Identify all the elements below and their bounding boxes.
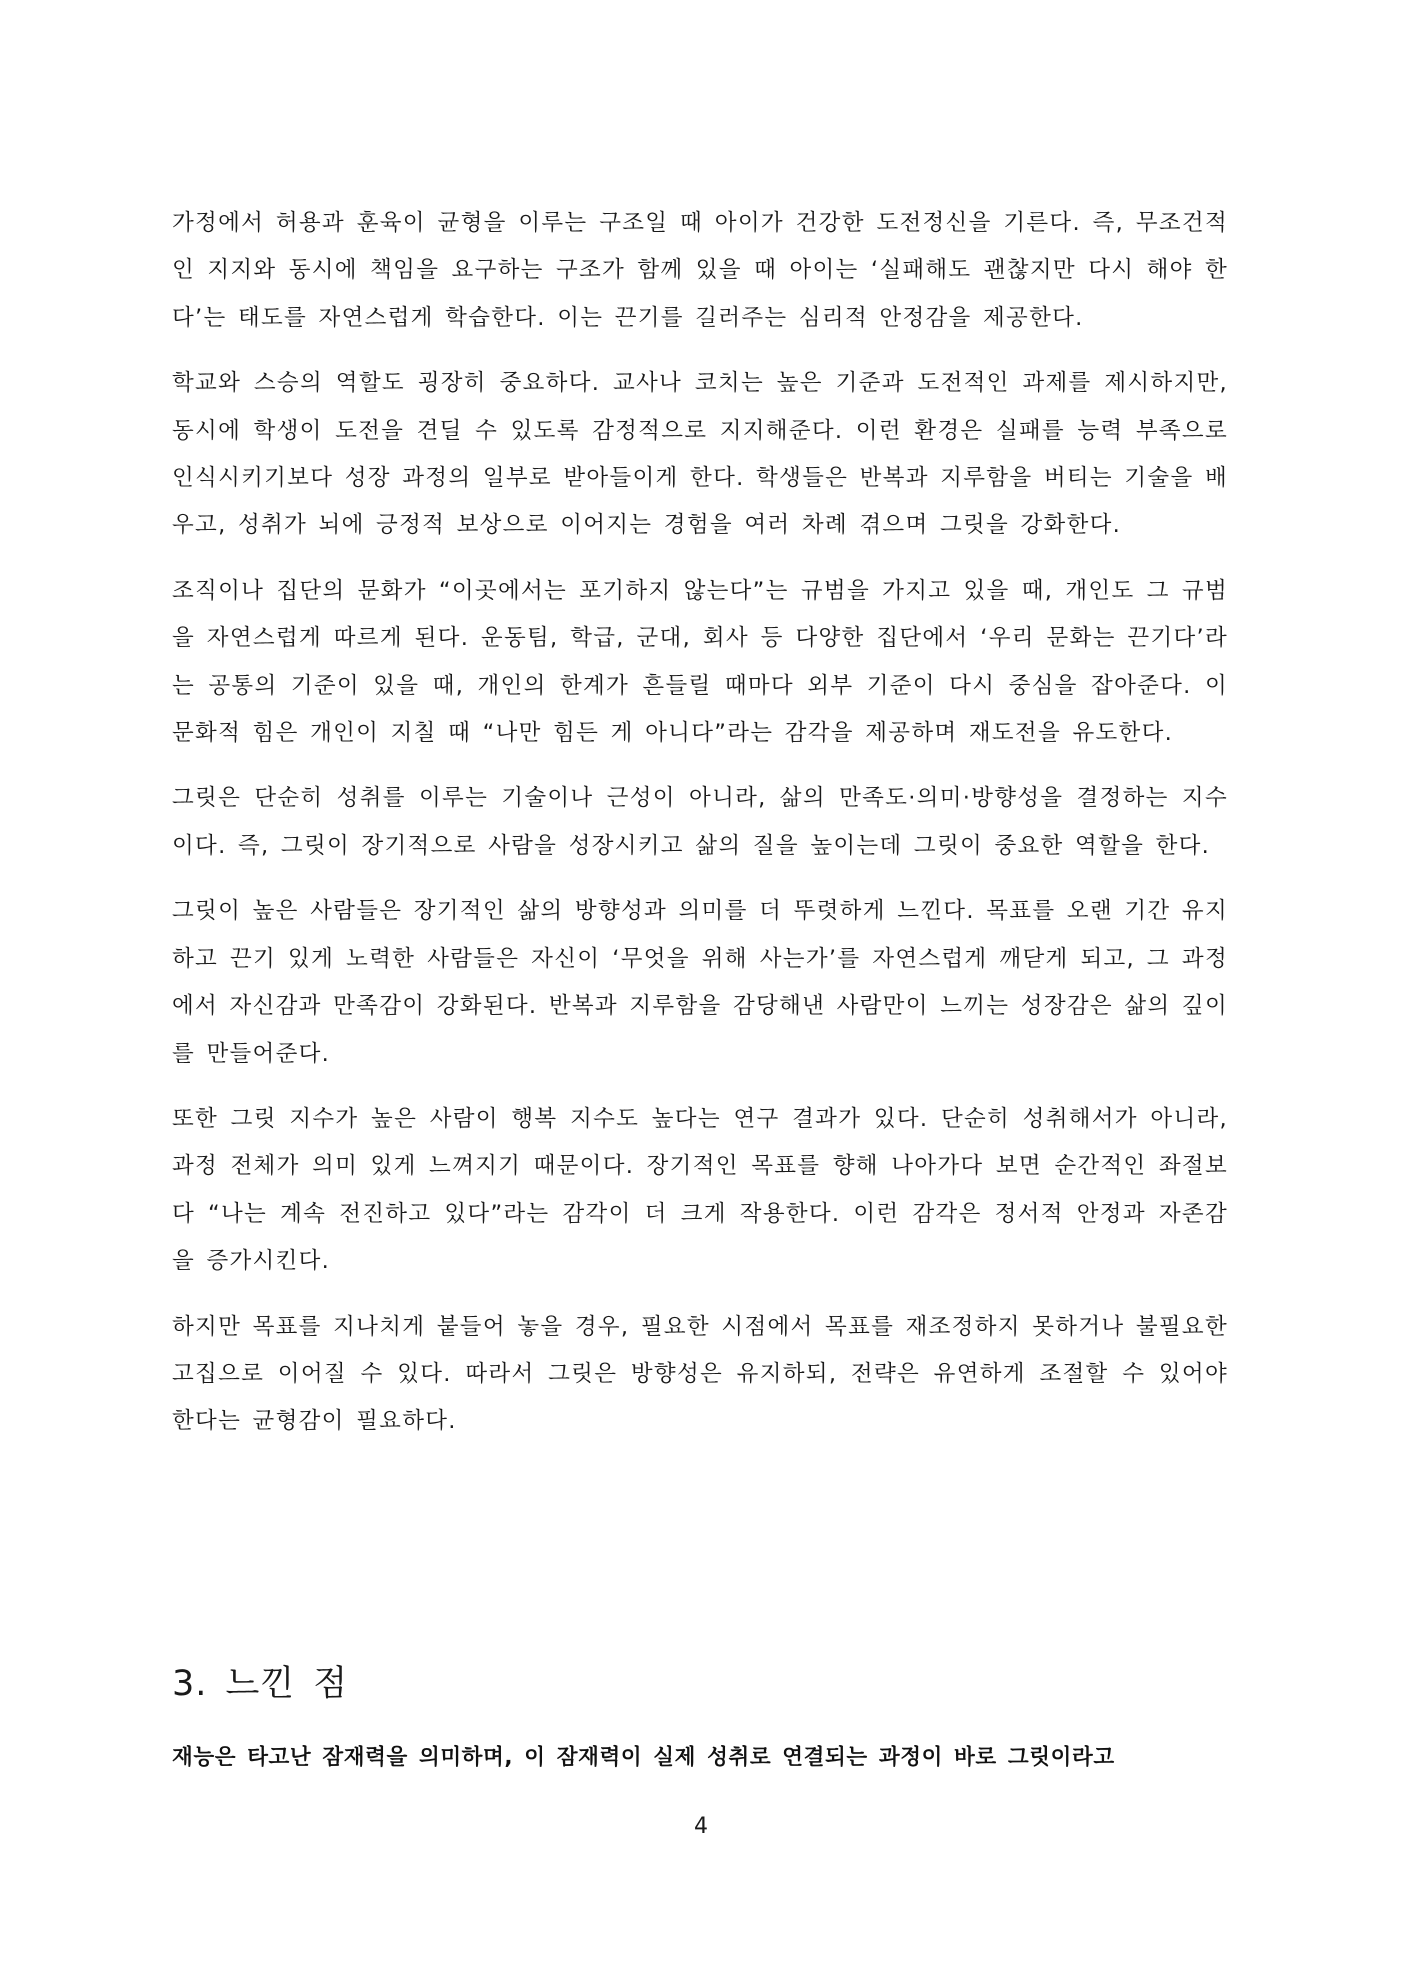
section-heading: 3. 느낀 점 — [172, 1664, 349, 1704]
paragraph-happiness: 또한 그릿 지수가 높은 사람이 행복 지수도 높다는 연구 결과가 있다. 단순히 성취해서가 아니라, 과정 전체가 의미 있게 느껴지기 때문이다. 장기적인 목표를 향해 나아가다 보면 순간적인 좌절보다 “나는 계속 전진하고 있다”라는 감각이 더 크게 작용한다. 이런 감각은 정서적 안정과 자존감을 증가시킨다. — [172, 1105, 1228, 1275]
page-number: 4 — [694, 1814, 708, 1839]
paragraph-group-culture: 조직이나 집단의 문화가 “이곳에서는 포기하지 않는다”는 규범을 가지고 있을 때, 개인도 그 규범을 자연스럽게 따르게 된다. 운동팀, 학급, 군대, 회사 등 다양한 집단에서 ‘우리 문화는 끈기다’라는 공통의 기준이 있을 때, 개인의 한계가 흔들릴 때마다 외부 기준이 다시 중심을 잡아준다. 이 문화적 힘은 개인이 지칠 때 “나만 힘든 게 아니다”라는 감각을 제공하며 재도전을 유도한다. — [172, 577, 1228, 747]
paragraph-grit-index: 그릿은 단순히 성취를 이루는 기술이나 근성이 아니라, 삶의 만족도·의미·방향성을 결정하는 지수이다. 즉, 그릿이 장기적으로 사람을 성장시키고 삶의 질을 높이는데 그릿이 중요한 역할을 한다. — [172, 785, 1228, 859]
paragraph-family-structure: 가정에서 허용과 훈육이 균형을 이루는 구조일 때 아이가 건강한 도전정신을 기른다. 즉, 무조건적인 지지와 동시에 책임을 요구하는 구조가 함께 있을 때 아이는 ‘실패해도 괜찮지만 다시 해야 한다’는 태도를 자연스럽게 학습한다. 이는 끈기를 길러주는 심리적 안정감을 제공한다. — [172, 210, 1228, 331]
section-bold-line: 재능은 타고난 잠재력을 의미하며, 이 잠재력이 실제 성취로 연결되는 과정이 바로 그릿이라고 — [172, 1745, 1115, 1770]
paragraph-school-teachers: 학교와 스승의 역할도 굉장히 중요하다. 교사나 코치는 높은 기준과 도전적인 과제를 제시하지만, 동시에 학생이 도전을 견딜 수 있도록 감정적으로 지지해준다. 이런 환경은 실패를 능력 부족으로 인식시키기보다 성장 과정의 일부로 받아들이게 한다. 학생들은 반복과 지루함을 버티는 기술을 배우고, 성취가 뇌에 긍정적 보상으로 이어지는 경험을 여러 차례 겪으며 그릿을 강화한다. — [172, 370, 1228, 539]
paragraph-life-meaning: 그릿이 높은 사람들은 장기적인 삶의 방향성과 의미를 더 뚜렷하게 느낀다. 목표를 오랜 기간 유지하고 끈기 있게 노력한 사람들은 자신이 ‘무엇을 위해 사는가’를 자연스럽게 깨닫게 되고, 그 과정에서 자신감과 만족감이 강화된다. 반복과 지루함을 감당해낸 사람만이 느끼는 성장감은 삶의 깊이를 만들어준다. — [172, 898, 1228, 1067]
body-text — [172, 200, 1228, 1464]
paragraph-balance: 하지만 목표를 지나치게 붙들어 놓을 경우, 필요한 시점에서 목표를 재조정하지 못하거나 불필요한 고집으로 이어질 수 있다. 따라서 그릿은 방향성은 유지하되, 전략은 유연하게 조절할 수 있어야 한다는 균형감이 필요하다. — [172, 1313, 1228, 1435]
